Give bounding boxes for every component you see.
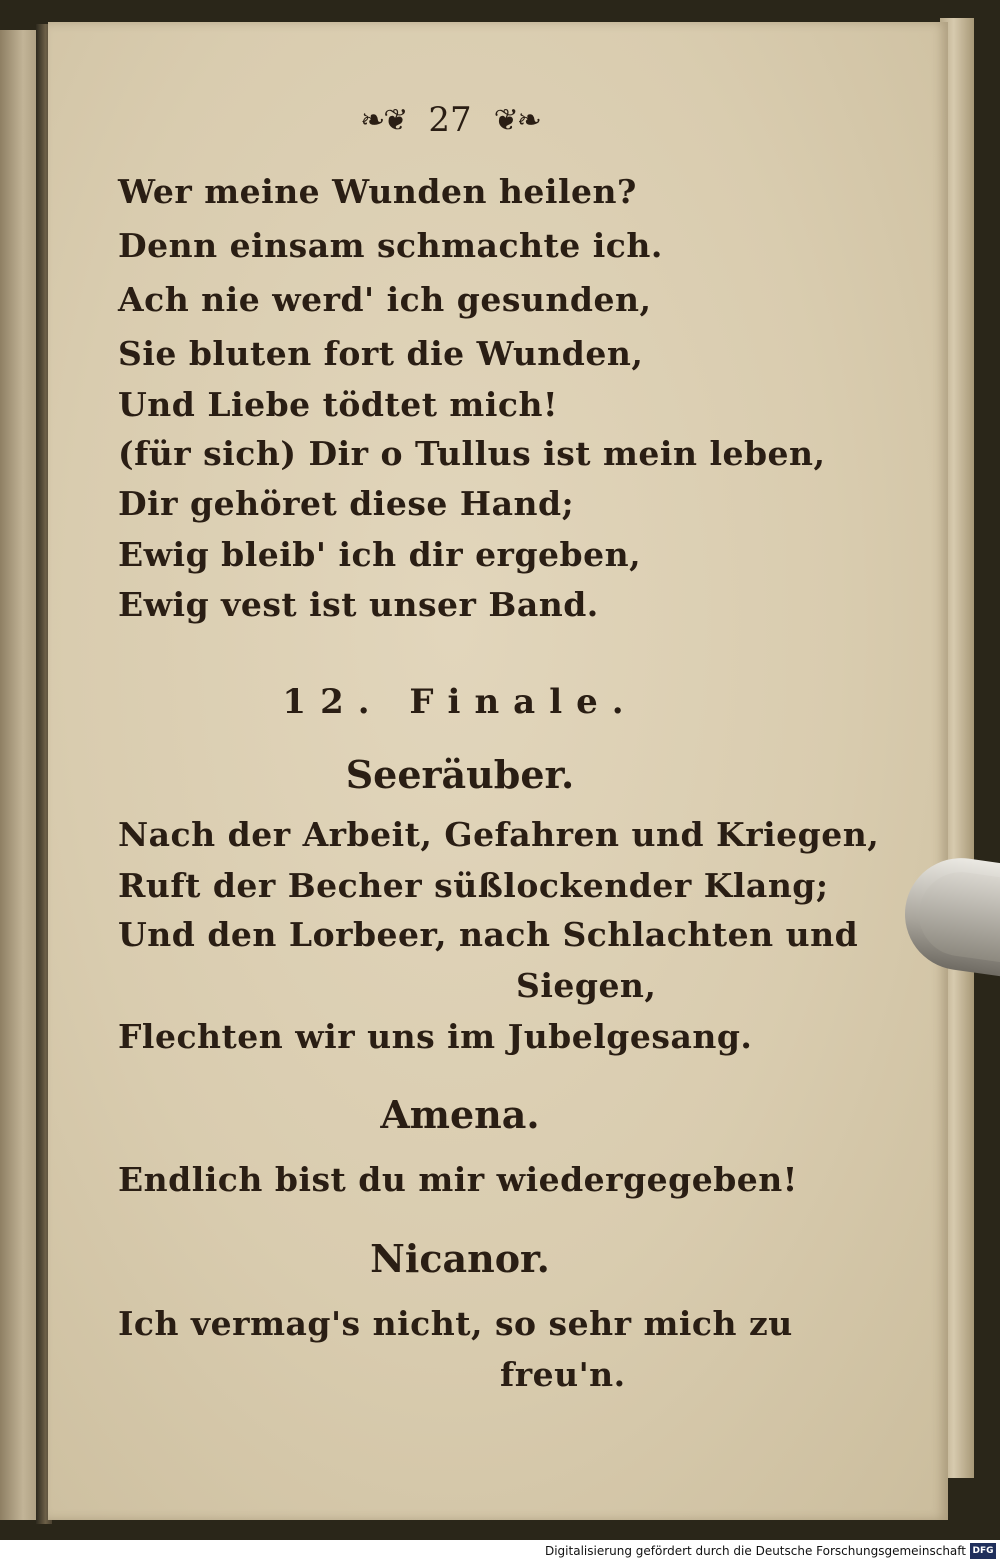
verse-line: (für sich) Dir o Tullus ist mein leben, [118,434,826,473]
verse-line: Sie bluten fort die Wunden, [118,334,644,373]
page-header [310,96,590,144]
dfg-logo-icon: DFG [970,1543,996,1559]
verse-line: Ewig bleib' ich dir ergeben, [118,535,642,574]
verse-line: Siegen, [516,966,657,1005]
verse-line: Endlich bist du mir wiedergegeben! [118,1160,798,1199]
verse-line: Und Liebe tödtet mich! [118,385,558,424]
verse-line: Ewig vest ist unser Band. [118,585,599,624]
digitization-footer [0,1540,1000,1564]
ornament-right-icon: ❦❧ [493,102,540,138]
footer-text: Digitalisierung gefördert durch die Deutsche Forschungsgemeinschaft [544,1544,966,1558]
speaker-name: Amena. [380,1092,540,1137]
verse-line: Ruft der Becher süßlockender Klang; [118,866,829,905]
verse-line: Dir gehöret diese Hand; [118,484,575,523]
verse-line: Wer meine Wunden heilen? [118,172,637,211]
verse-line: Denn einsam schmachte ich. [118,226,663,265]
verse-line: Ich vermag's nicht, so sehr mich zu [118,1304,793,1343]
page-number: 27 [428,100,472,140]
section-heading: 12. Finale. [282,682,638,722]
speaker-name: Nicanor. [370,1236,550,1281]
verse-line: Ach nie werd' ich gesunden, [118,280,652,319]
verse-line: Und den Lorbeer, nach Schlachten und [118,915,859,954]
verse-line: Flechten wir uns im Jubelgesang. [118,1017,753,1056]
verse-line: Nach der Arbeit, Gefahren und Kriegen, [118,815,880,854]
ornament-left-icon: ❧❦ [360,102,407,138]
speaker-name: Seeräuber. [345,752,575,797]
verse-line: freu'n. [500,1355,626,1394]
